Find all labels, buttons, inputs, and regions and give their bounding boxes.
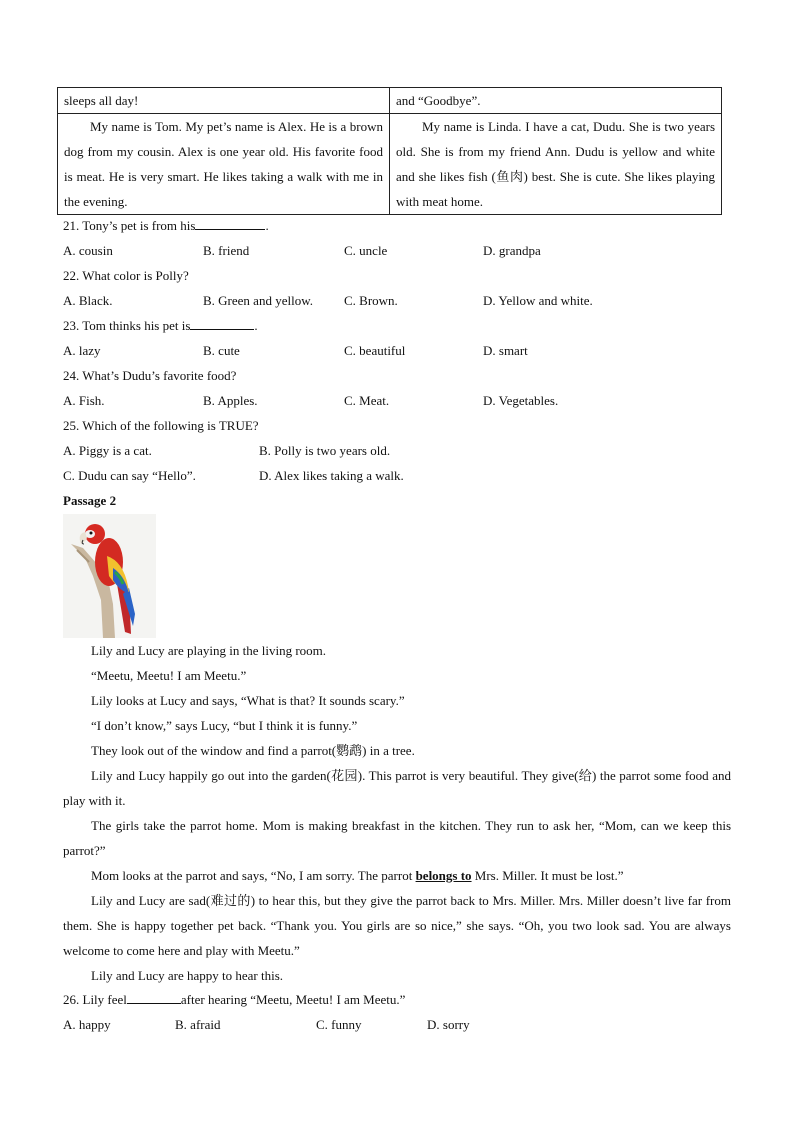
table-cell-tom: My name is Tom. My pet’s name is Alex. He is a brown dog from my cousin. Alex is one year old. His favorite food is meat. He is very smart. He likes taking a walk with me in the evening.	[58, 114, 390, 215]
table-cell-ann-end: and “Goodbye”.	[390, 88, 722, 114]
paragraph: “I don’t know,” says Lucy, “but I think it is funny.”	[91, 718, 358, 733]
paragraph: Lily and Lucy are sad(难过的) to hear this, but they give the parrot back to Mrs. Miller. Mrs. Miller doesn’t live far from them. She is happy together pet back. “Thank you. You girls are so nice,” she says. “Oh, you two look sad. You are always welcome to come here and play with Meetu.”	[63, 893, 731, 958]
paragraph: Lily looks at Lucy and says, “What is that? It sounds scary.”	[91, 693, 405, 708]
paragraph: Lily and Lucy are playing in the living room.	[91, 643, 327, 658]
option-b[interactable]: B. Apples.	[203, 393, 258, 408]
option-a[interactable]: A. cousin	[63, 243, 113, 258]
paragraph: Lily and Lucy happily go out into the garden(花园). This parrot is very beautiful. They give(给) the parrot some food and play with it.	[63, 768, 731, 808]
option-c[interactable]: C. beautiful	[344, 343, 406, 358]
question-stem: 24. What’s Dudu’s favorite food?	[63, 368, 237, 383]
pet-description-table	[57, 87, 722, 215]
question-stem: 21. Tony’s pet is from his	[63, 218, 196, 233]
option-b[interactable]: B. Polly is two years old.	[259, 443, 391, 458]
option-d[interactable]: D. sorry	[427, 1017, 470, 1032]
table-cell-linda: My name is Linda. I have a cat, Dudu. She is two years old. She is from my friend Ann. Dudu is yellow and white and she likes fish (鱼肉) best. She is cute. She likes playing with meat home.	[390, 114, 722, 215]
option-b[interactable]: B. afraid	[175, 1017, 221, 1032]
question-25	[63, 413, 259, 438]
option-a[interactable]: A. Piggy is a cat.	[63, 443, 152, 458]
option-d[interactable]: D. Vegetables.	[483, 393, 559, 408]
option-c[interactable]: C. Brown.	[344, 293, 398, 308]
question-stem: 22. What color is Polly?	[63, 268, 189, 283]
answer-blank	[195, 215, 265, 230]
option-d[interactable]: D. smart	[483, 343, 528, 358]
question-stem-end: after hearing “Meetu, Meetu! I am Meetu.”	[180, 992, 406, 1007]
answer-blank	[190, 315, 254, 330]
question-23	[63, 313, 258, 338]
option-c[interactable]: C. Dudu can say “Hello”.	[63, 468, 196, 483]
option-d[interactable]: D. Alex likes taking a walk.	[259, 468, 404, 483]
mom-text-end: Mrs. Miller. It must be lost.”	[471, 868, 624, 883]
question-26	[63, 987, 405, 1012]
paragraph-mom	[63, 863, 731, 888]
option-b[interactable]: B. cute	[203, 343, 240, 358]
option-c[interactable]: C. funny	[316, 1017, 362, 1032]
option-c[interactable]: C. Meat.	[344, 393, 390, 408]
option-c[interactable]: C. uncle	[344, 243, 388, 258]
question-24	[63, 363, 236, 388]
answer-blank	[127, 989, 181, 1004]
option-a[interactable]: A. Fish.	[63, 393, 105, 408]
passage-2-heading: Passage 2	[63, 493, 117, 508]
question-22	[63, 263, 189, 288]
paragraph: They look out of the window and find a parrot(鹦鹉) in a tree.	[91, 743, 415, 758]
option-a[interactable]: A. Black.	[63, 293, 113, 308]
question-stem-end: .	[254, 318, 258, 333]
option-a[interactable]: A. happy	[63, 1017, 111, 1032]
passage-2-text	[63, 638, 731, 988]
paragraph: Lily and Lucy are happy to hear this.	[91, 968, 284, 983]
question-stem-end: .	[265, 218, 269, 233]
key-phrase-belongs-to: belongs to	[415, 868, 472, 883]
option-d[interactable]: D. Yellow and white.	[483, 293, 593, 308]
question-stem: 26. Lily feel	[63, 992, 127, 1007]
paragraph: The girls take the parrot home. Mom is making breakfast in the kitchen. They run to ask her, “Mom, can we keep this parrot?”	[63, 818, 731, 858]
paragraph: “Meetu, Meetu! I am Meetu.”	[91, 668, 247, 683]
question-stem: 25. Which of the following is TRUE?	[63, 418, 259, 433]
option-d[interactable]: D. grandpa	[483, 243, 541, 258]
table-cell-tony-end: sleeps all day!	[58, 88, 390, 114]
question-stem: 23. Tom thinks his pet is	[63, 318, 191, 333]
option-a[interactable]: A. lazy	[63, 343, 101, 358]
option-b[interactable]: B. Green and yellow.	[203, 293, 313, 308]
question-21	[63, 213, 269, 238]
option-b[interactable]: B. friend	[203, 243, 250, 258]
parrot-illustration	[63, 514, 156, 638]
mom-text-start: Mom looks at the parrot and says, “No, I am sorry. The parrot	[91, 868, 416, 883]
